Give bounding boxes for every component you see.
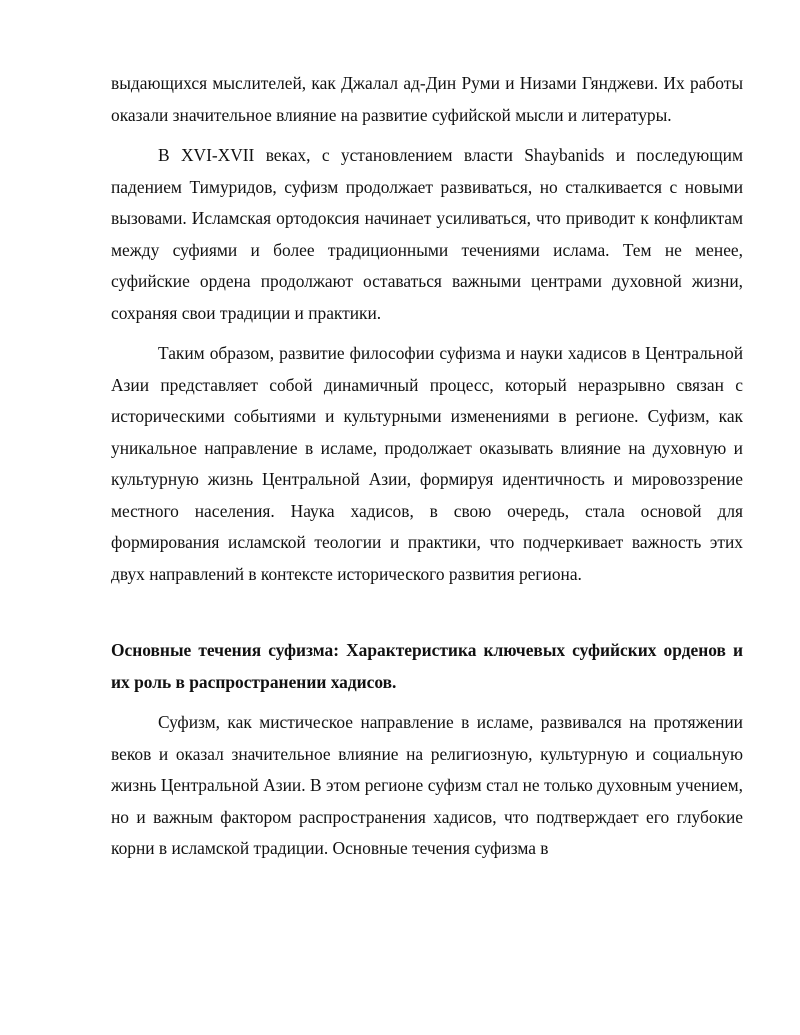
paragraph-conclusion: Таким образом, развитие философии суфизма и науки хадисов в Центральной Азии представляет собой динамичный процесс, который неразрывно связан с историческими событиями и культурными изменениями в регионе. Суфизм, как уникальное направление в исламе, продолжает оказывать влияние на духовную и культурную жизнь Центральной Азии, формируя идентичность и мировоззрение местного населения. Наука хадисов, в свою очередь, стала основой для формирования исламской теологии и практики, что подчеркивает важность этих двух направлений в контексте исторического развития региона. [111,343,743,584]
document-page [111,68,743,865]
paragraph-shaybanids: В XVI-XVII веках, с установлением власти Shaybanids и последующим падением Тимуридов, суфизм продолжает развиваться, но сталкивается с новыми вызовами. Исламская ортодоксия начинает усиливаться, что приводит к конфликтам между суфиями и более традиционными течениями ислама. Тем не менее, суфийские ордена продолжают оставаться важными центрами духовной жизни, сохраняя свои традиции и практики. [111,145,743,323]
section-heading: Основные течения суфизма: Характеристика ключевых суфийских орденов и их роль в распространении хадисов. [111,640,743,692]
continuation-paragraph: выдающихся мыслителей, как Джалал ад-Дин Руми и Низами Гянджеви. Их работы оказали значительное влияние на развитие суфийской мысли и литературы. [111,73,743,125]
paragraph-sufism-intro: Суфизм, как мистическое направление в исламе, развивался на протяжении веков и оказал значительное влияние на религиозную, культурную и социальную жизнь Центральной Азии. В этом регионе суфизм стал не только духовным учением, но и важным фактором распространения хадисов, что подтверждает его глубокие корни в исламской традиции. Основные течения суфизма в [111,712,743,858]
